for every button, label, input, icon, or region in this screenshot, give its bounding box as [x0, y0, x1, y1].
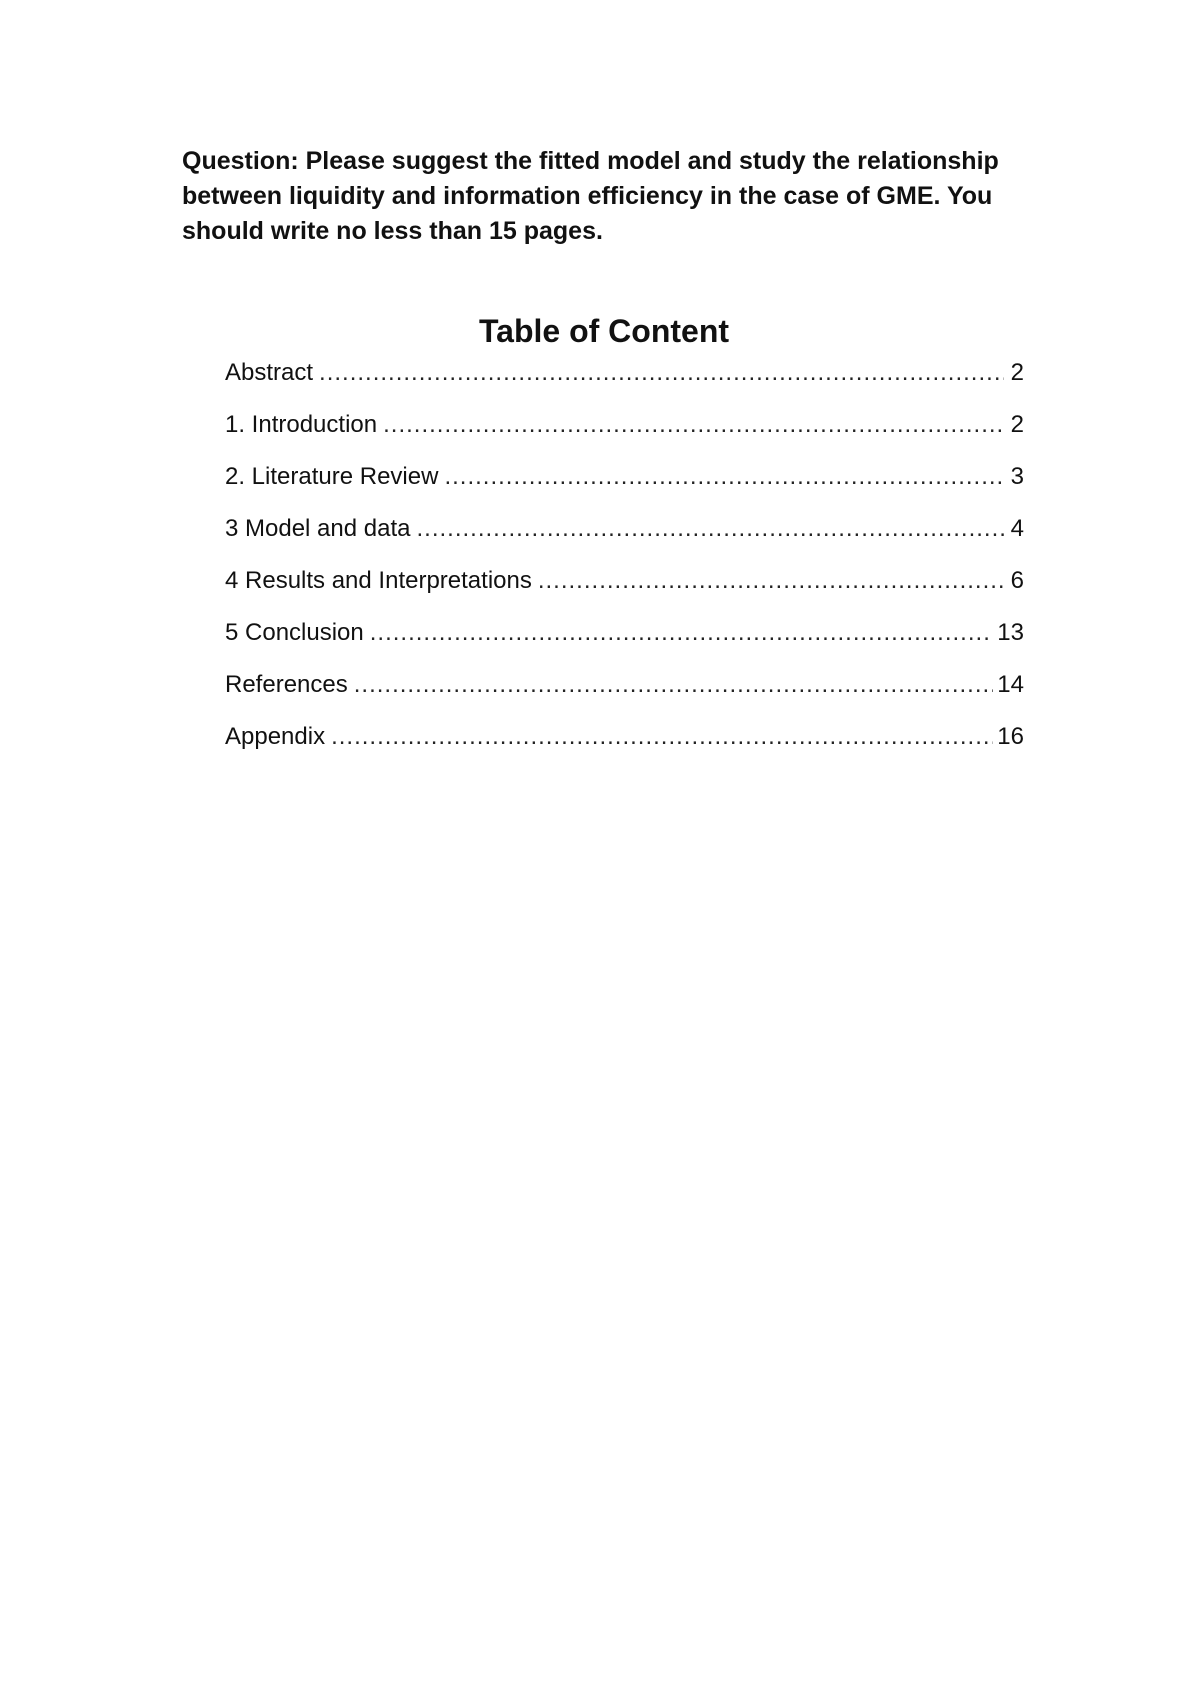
toc-entry-label: 1. Introduction [225, 411, 378, 438]
dot-leader [416, 512, 1004, 546]
dot-leader [354, 668, 994, 702]
toc-entry-label: References [225, 671, 348, 698]
toc-entry-appendix [225, 720, 1024, 772]
toc-entry-label: 4 Results and Interpretations [225, 567, 532, 594]
toc-entry-page: 4 [1010, 515, 1024, 542]
toc-entry-page: 2 [1010, 411, 1024, 438]
dot-leader [331, 720, 993, 754]
toc-entry-page: 3 [1010, 463, 1024, 490]
dot-leader [444, 460, 1004, 494]
toc-entry-page: 6 [1010, 567, 1024, 594]
toc-entry-page: 16 [997, 723, 1024, 750]
toc-entry-label: Appendix [225, 723, 326, 750]
dot-leader [538, 564, 1004, 598]
dot-leader [370, 616, 994, 650]
toc-entry-introduction [225, 408, 1024, 460]
question-text: Question: Please suggest the fitted model and study the relationship between liquidity and information efficiency in the case of GME. You should write no less than 15 pages. [182, 147, 999, 245]
dot-leader [319, 356, 1004, 390]
toc-entry-page: 14 [997, 671, 1024, 698]
toc-entry-references [225, 668, 1024, 720]
toc-title: Table of Content [478, 313, 730, 349]
toc-entry-model-and-data [225, 512, 1024, 564]
toc-entry-conclusion [225, 616, 1024, 668]
toc-entry-label: Abstract [225, 359, 314, 386]
toc-entry-label: 2. Literature Review [225, 463, 439, 490]
toc-entry-page: 2 [1010, 359, 1024, 386]
toc-entry-label: 5 Conclusion [225, 619, 364, 646]
toc-list [225, 356, 1024, 772]
toc-entry-label: 3 Model and data [225, 515, 411, 542]
dot-leader [383, 408, 1004, 442]
toc-entry-results [225, 564, 1024, 616]
toc-entry-literature-review [225, 460, 1024, 512]
toc-entry-page: 13 [997, 619, 1024, 646]
toc-entry-abstract [225, 356, 1024, 408]
